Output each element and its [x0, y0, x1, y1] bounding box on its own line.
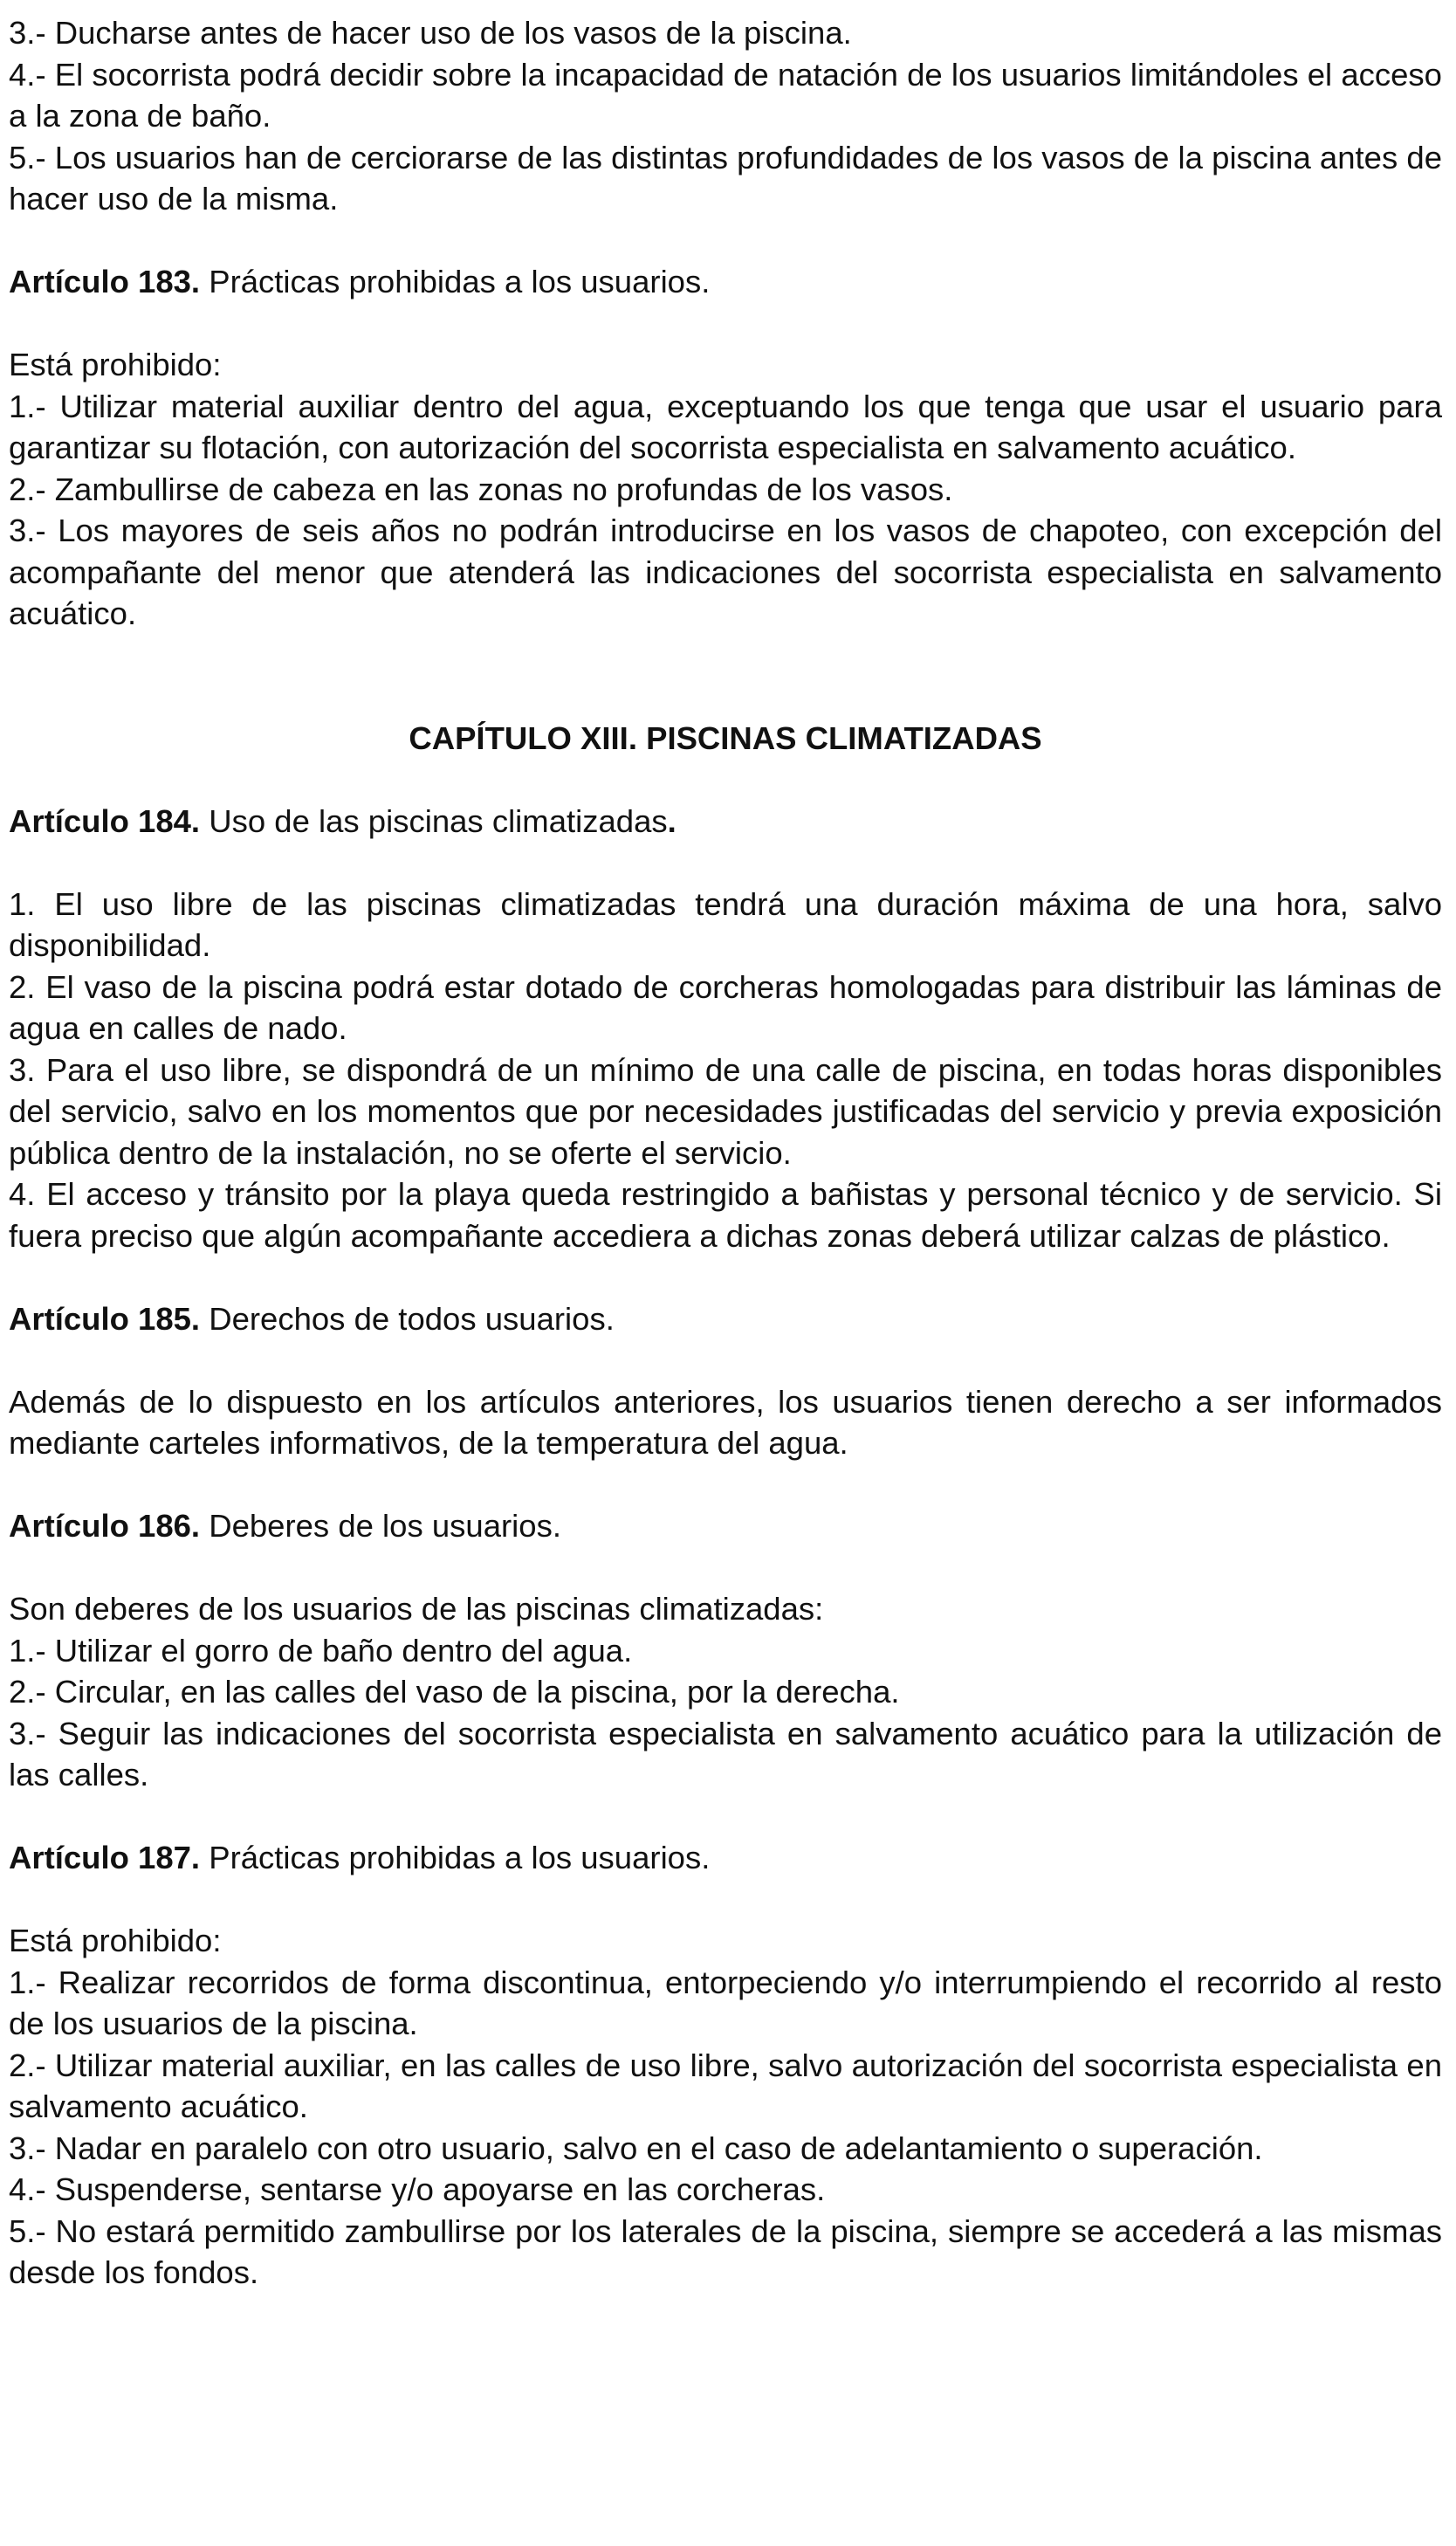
article-intro: Está prohibido: — [9, 1923, 222, 1958]
list-item: 4.- El socorrista podrá decidir sobre la incapacidad de natación de los usuarios limitándoles el acceso a la zona de baño. — [9, 56, 1442, 134]
list-item: 1. El uso libre de las piscinas climatizadas tendrá una duración máxima de una hora, salvo disponibilidad. — [9, 885, 1442, 963]
article-number: Artículo 186. — [9, 1508, 201, 1544]
list-item: 4. El acceso y tránsito por la playa queda restringido a bañistas y personal técnico y de servicio. Si fuera preciso que algún acompañante accediera a dichas zonas deberá utilizar calzas de plástico. — [9, 1176, 1442, 1254]
list-item: 5.- Los usuarios han de cerciorarse de las distintas profundidades de los vasos de la piscina antes de hacer uso de la misma. — [9, 139, 1442, 217]
article-number: Artículo 185. — [9, 1300, 201, 1337]
article-number: Artículo 183. — [9, 264, 201, 299]
article-185-heading — [9, 1298, 1442, 1340]
article-187-heading — [9, 1837, 1442, 1879]
list-item: 3.- Los mayores de seis años no podrán introducirse en los vasos de chapoteo, con excepción del acompañante del menor que atenderá las indicaciones del socorrista especialista en salvamento acuático. — [9, 513, 1442, 631]
list-item: 1.- Utilizar material auxiliar dentro del agua, exceptuando los que tenga que usar el usuario para garantizar su flotación, con autorización del socorrista especialista en salvamento acuático. — [9, 388, 1442, 465]
list-item: 2. El vaso de la piscina podrá estar dotado de corcheras homologadas para distribuir las láminas de agua en calles de nado. — [9, 968, 1442, 1046]
list-item: 2.- Circular, en las calles del vaso de la piscina, por la derecha. — [9, 1674, 900, 1710]
article-183-heading — [9, 261, 1442, 303]
list-item: 1.- Utilizar el gorro de baño dentro del agua. — [9, 1632, 633, 1669]
list-item: 1.- Realizar recorridos de forma discontinua, entorpeciendo y/o interrumpiendo el recorrido al resto de los usuarios de la piscina. — [9, 1964, 1442, 2041]
list-item: 3.- Ducharse antes de hacer uso de los vasos de la piscina. — [9, 15, 852, 51]
article-title: Uso de las piscinas climatizadas — [200, 802, 668, 839]
list-item: 3. Para el uso libre, se dispondrá de un mínimo de una calle de piscina, en todas horas disponibles del servicio, salvo en los momentos que por necesidades justificadas del servicio y previa exposición pública dentro de la instalación, no se oferte el servicio. — [9, 1051, 1442, 1171]
document-page — [9, 12, 1442, 2294]
article-title: Derechos de todos usuarios. — [200, 1300, 615, 1337]
list-item: 4.- Suspenderse, sentarse y/o apoyarse en las corcheras. — [9, 2171, 826, 2207]
list-item: 3.- Nadar en paralelo con otro usuario, salvo en el caso de adelantamiento o superación. — [9, 2130, 1263, 2166]
article-intro: Son deberes de los usuarios de las piscinas climatizadas: — [9, 1591, 824, 1627]
article-title: Deberes de los usuarios. — [200, 1508, 561, 1544]
list-item: 5.- No estará permitido zambullirse por los laterales de la piscina, siempre se accederá a las mismas desde los fondos. — [9, 2212, 1442, 2290]
article-number: Artículo 184. — [9, 802, 201, 839]
article-title: Prácticas prohibidas a los usuarios. — [200, 264, 711, 299]
chapter-title: CAPÍTULO XIII. PISCINAS CLIMATIZADAS — [409, 719, 1042, 756]
article-title-end: . — [667, 802, 676, 839]
list-item: 2.- Utilizar material auxiliar, en las calles de uso libre, salvo autorización del socorrista especialista en salvamento acuático. — [9, 2047, 1442, 2124]
list-item: 3.- Seguir las indicaciones del socorrista especialista en salvamento acuático para la utilización de las calles. — [9, 1715, 1442, 1793]
article-intro: Está prohibido: — [9, 347, 222, 382]
article-186-heading — [9, 1505, 1442, 1547]
article-body: Además de lo dispuesto en los artículos anteriores, los usuarios tienen derecho a ser informados mediante carteles informativos, de la temperatura del agua. — [9, 1383, 1442, 1461]
article-title: Prácticas prohibidas a los usuarios. — [200, 1840, 711, 1875]
article-184-heading — [9, 801, 1442, 843]
article-number: Artículo 187. — [9, 1840, 201, 1875]
list-item: 2.- Zambullirse de cabeza en las zonas no profundas de los vasos. — [9, 471, 953, 507]
